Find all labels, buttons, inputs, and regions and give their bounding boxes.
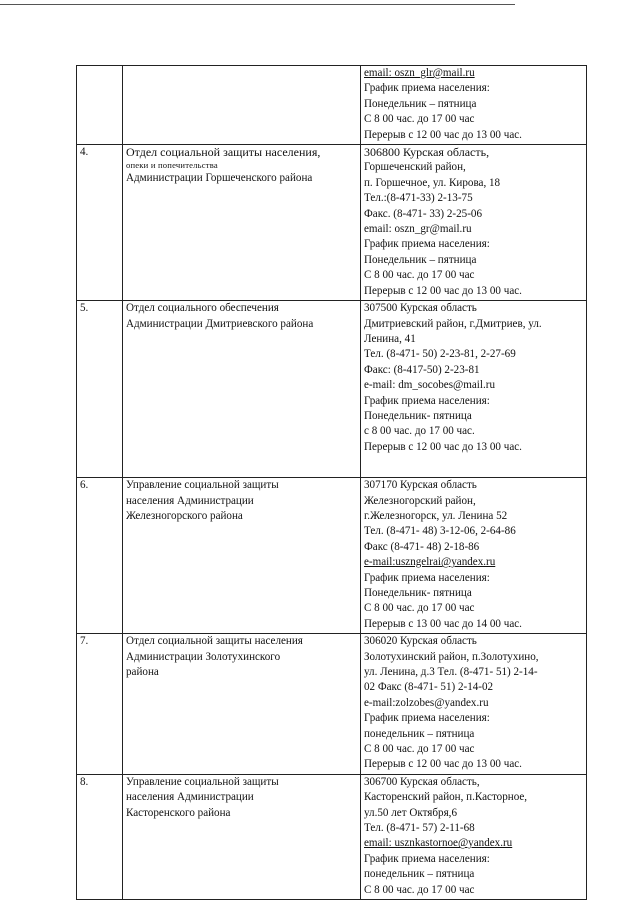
top-rule [0, 4, 515, 5]
offices-table [76, 65, 587, 900]
email-link[interactable]: e-mail:zolzobes@yandex.ru [364, 696, 489, 709]
office-name [123, 478, 361, 634]
table-row [77, 478, 587, 634]
contact-line: С 8 00 час. до 17 00 час [364, 602, 475, 615]
email-link[interactable]: email: oszn_glr@mail.ru [364, 67, 475, 79]
contact-line: ул.50 лет Октября,6 [364, 806, 457, 819]
contact-line: Факс. (8-471- 33) 2-25-06 [364, 207, 483, 220]
contact-line: Тел.:(8-471-33) 2-13-75 [364, 192, 473, 205]
row-number: 4. [77, 145, 123, 301]
office-name-line: Отдел социального обеспечения [126, 302, 279, 315]
contact-line: Понедельник – пятница [364, 253, 477, 266]
contact-line: г.Железногорск, ул. Ленина 52 [364, 509, 508, 522]
office-contacts [361, 634, 587, 775]
email-link[interactable]: e-mail:uszngelrai@yandex.ru [364, 556, 496, 569]
office-name-line: Администрации Горшеченского района [126, 172, 313, 185]
office-name-line: опеки и попечительства [126, 160, 218, 171]
contact-line: Золотухинский район, п.Золотухино, [364, 650, 539, 663]
contact-line: 02 Факс (8-471- 51) 2-14-02 [364, 681, 494, 694]
contact-line: Понедельник – пятница [364, 97, 477, 110]
row-number: 7. [77, 634, 123, 775]
contact-line: С 8 00 час. до 17 00 час [364, 883, 475, 896]
contact-line: Тел. (8-471- 48) 3-12-06, 2-64-86 [364, 525, 516, 538]
contact-line: График приема населения: [364, 712, 490, 725]
office-name-line: Администрации Дмитриевского района [126, 317, 314, 330]
contact-line: понедельник – пятница [364, 727, 475, 740]
office-name [123, 301, 361, 478]
contact-line: График приема населения: [364, 852, 490, 865]
contact-line: Тел. (8-471- 50) 2-23-81, 2-27-69 [364, 348, 516, 361]
office-contacts [361, 145, 587, 301]
office-name-line: населения Администрации [126, 494, 254, 507]
table-row [77, 634, 587, 775]
office-name-line: населения Администрации [126, 791, 254, 804]
office-name-line: Администрации Золотухинского [126, 650, 281, 663]
table-row [77, 145, 587, 301]
table-row [77, 66, 587, 145]
office-name-line: Железногорского района [126, 509, 243, 522]
office-name [123, 66, 361, 145]
contact-line: Перерыв с 12 00 час до 13 00 час. [364, 284, 522, 297]
table-row [77, 301, 587, 478]
contact-line: С 8 00 час. до 17 00 час [364, 269, 475, 282]
contact-line: Факс: (8-417-50) 2-23-81 [364, 363, 480, 376]
row-number: 5. [77, 301, 123, 478]
office-name-line: Касторенского района [126, 806, 231, 819]
contact-line: Перерыв с 12 00 час до 13 00 час. [364, 758, 522, 771]
email-link[interactable]: e-mail: dm_socobes@mail.ru [364, 379, 495, 392]
row-number [77, 66, 123, 145]
contact-line: с 8 00 час. до 17 00 час. [364, 425, 475, 438]
office-name-line: Отдел социальной защиты населения, [126, 145, 321, 160]
office-contacts [361, 66, 587, 145]
contact-line: Ленина, 41 [364, 332, 416, 345]
contact-line: С 8 00 час. до 17 00 час [364, 113, 475, 126]
office-name [123, 634, 361, 775]
contact-line: Перерыв с 12 00 час до 13 00 час. [364, 440, 522, 453]
contact-line: Горшеченский район, [364, 161, 466, 174]
contact-line: Дмитриевский район, г.Дмитриев, ул. [364, 317, 542, 330]
office-name [123, 145, 361, 301]
contact-line: 307500 Курская область [364, 302, 477, 315]
contact-line: С 8 00 час. до 17 00 час [364, 743, 475, 755]
contact-line: График приема населения: [364, 571, 490, 584]
contact-line: Факс (8-471- 48) 2-18-86 [364, 540, 480, 553]
contact-line: понедельник – пятница [364, 868, 475, 881]
contact-line: Касторенский район, п.Касторное, [364, 791, 528, 804]
office-name-line: Управление социальной защиты [126, 775, 279, 788]
contact-line: 306700 Курская область, [364, 775, 480, 788]
office-name-line: Управление социальной защиты [126, 479, 279, 492]
contact-line: Железногорский район, [364, 494, 476, 507]
contact-line: Перерыв с 12 00 час до 13 00 час. [364, 128, 522, 141]
office-name-line: района [126, 665, 159, 678]
contact-line: Тел. (8-471- 57) 2-11-68 [364, 822, 475, 835]
contact-line: График приема населения: [364, 394, 490, 407]
contact-line: ул. Ленина, д.3 Тел. (8-471- 51) 2-14- [364, 665, 538, 678]
contact-line: 306800 Курская область, [364, 145, 490, 160]
office-name [123, 774, 361, 899]
email-link[interactable]: email: oszn_gr@mail.ru [364, 223, 472, 236]
contact-line: Перерыв с 13 00 час до 14 00 час. [364, 617, 522, 630]
contact-line: График приема населения: [364, 238, 490, 251]
email-link[interactable]: email: usznkastornoe@yandex.ru [364, 837, 513, 850]
contact-line: График приема населения: [364, 82, 490, 95]
office-contacts [361, 478, 587, 634]
table-row [77, 774, 587, 899]
office-contacts [361, 301, 587, 478]
office-contacts [361, 774, 587, 899]
row-number: 8. [77, 774, 123, 899]
contact-line: Понедельник- пятница [364, 586, 472, 599]
contact-line: 306020 Курская область [364, 635, 477, 648]
office-name-line: Отдел социальной защиты населения [126, 635, 303, 648]
contact-line: Понедельник- пятница [364, 409, 472, 422]
contact-line: 307170 Курская область [364, 479, 477, 492]
contact-line: п. Горшечное, ул. Кирова, 18 [364, 176, 501, 189]
row-number: 6. [77, 478, 123, 634]
